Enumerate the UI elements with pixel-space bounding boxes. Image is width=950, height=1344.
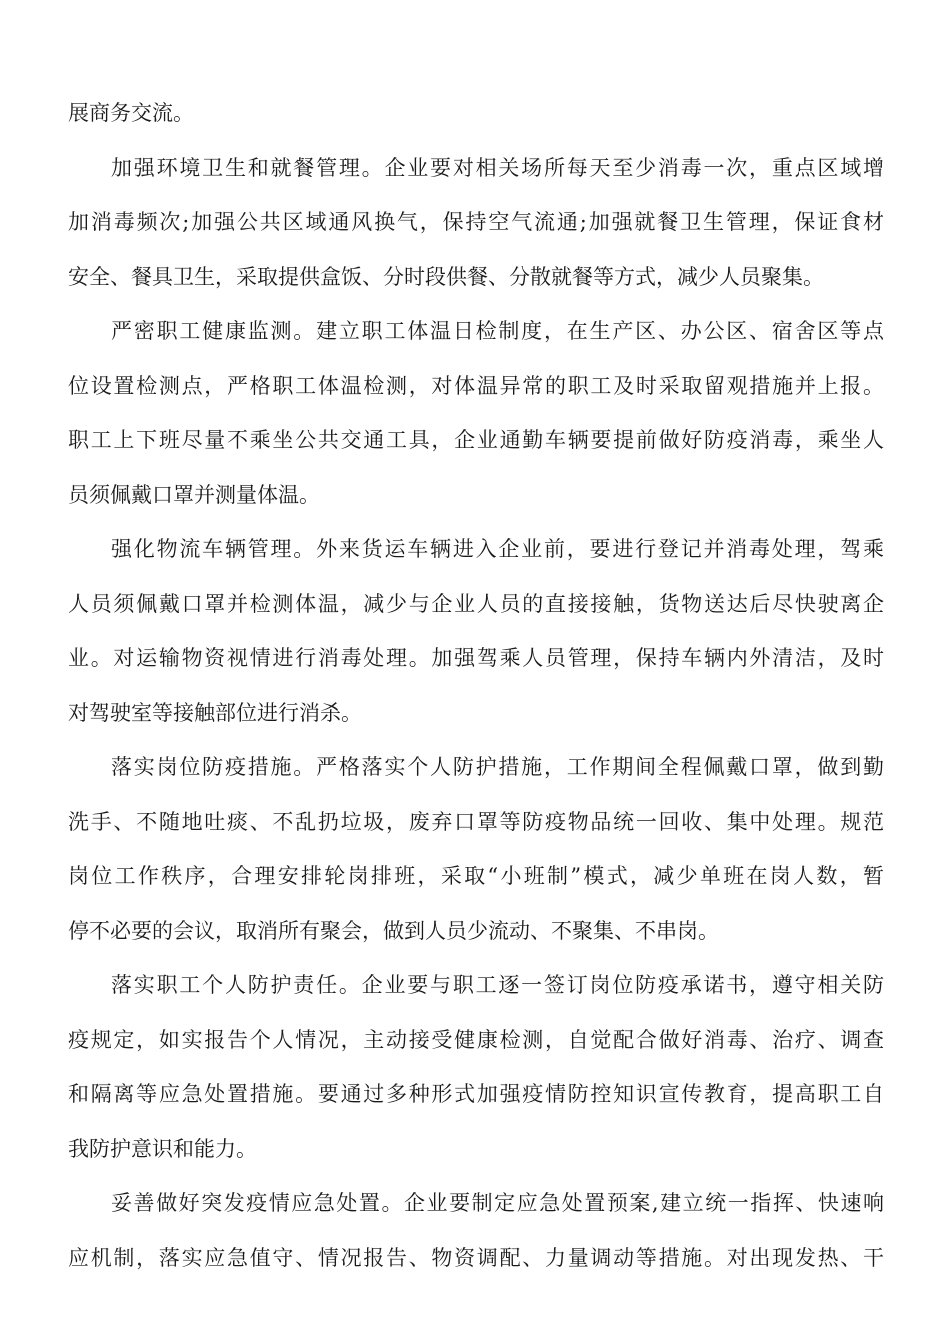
text-line: 严密职工健康监测。建立职工体温日检制度，在生产区、办公区、宿舍区等点 [111, 319, 884, 343]
text-line: 人员须佩戴口罩并检测体温，减少与企业人员的直接接触，货物送达后尽快驶离企 [68, 591, 884, 616]
text-line: 加强环境卫生和就餐管理。企业要对相关场所每天至少消毒一次，重点区域增 [111, 155, 884, 180]
text-line: 岗位工作秩序，合理安排轮岗排班，采取“小班制”模式，减少单班在岗人数，暂 [68, 864, 884, 888]
paragraph [68, 522, 884, 740]
paragraph [68, 1176, 884, 1285]
text-line: 落实岗位防疫措施。严格落实个人防护措施，工作期间全程佩戴口罩，做到勤 [111, 755, 884, 779]
text-line: 强化物流车辆管理。外来货运车辆进入企业前，要进行登记并消毒处理，驾乘 [111, 537, 884, 561]
text-line: 我防护意识和能力。 [68, 1136, 257, 1161]
paragraph [68, 86, 884, 141]
paragraph [68, 740, 884, 958]
text-line: 安全、餐具卫生，采取提供盒饭、分时段供餐、分散就餐等方式，减少人员聚集。 [68, 264, 824, 289]
text-line: 业。对运输物资视情进行消毒处理。加强驾乘人员管理，保持车辆内外清洁，及时 [68, 646, 884, 670]
text-line: 对驾驶室等接触部位进行消杀。 [68, 700, 362, 725]
text-line: 落实职工个人防护责任。企业要与职工逐一签订岗位防疫承诺书，遵守相关防 [111, 973, 884, 997]
text-line: 应机制，落实应急值守、情况报告、物资调配、力量调动等措施。对出现发热、干 [68, 1245, 884, 1270]
body-text [68, 86, 884, 1285]
text-line: 疫规定，如实报告个人情况，主动接受健康检测，自觉配合做好消毒、治疗、调查 [68, 1027, 884, 1052]
text-line: 位设置检测点，严格职工体温检测，对体温异常的职工及时采取留观措施并上报。 [68, 373, 884, 398]
paragraph [68, 958, 884, 1176]
text-line: 职工上下班尽量不乘坐公共交通工具，企业通勤车辆要提前做好防疫消毒，乘坐人 [68, 428, 884, 452]
text-line: 洗手、不随地吐痰、不乱扔垃圾，废弃口罩等防疫物品统一回收、集中处理。规范 [68, 809, 884, 834]
text-line: 展商务交流。 [68, 101, 194, 125]
text-line: 员须佩戴口罩并测量体温。 [68, 482, 320, 507]
paragraph [68, 141, 884, 305]
text-line: 和隔离等应急处置措施。要通过多种形式加强疫情防控知识宣传教育，提高职工自 [68, 1082, 884, 1106]
paragraph [68, 304, 884, 522]
text-line: 妥善做好突发疫情应急处置。企业要制定应急处置预案,建立统一指挥、快速响 [111, 1191, 884, 1215]
text-line: 加消毒频次;加强公共区域通风换气，保持空气流通;加强就餐卫生管理，保证食材 [68, 210, 884, 234]
text-line: 停不必要的会议，取消所有聚会，做到人员少流动、不聚集、不串岗。 [68, 918, 719, 943]
